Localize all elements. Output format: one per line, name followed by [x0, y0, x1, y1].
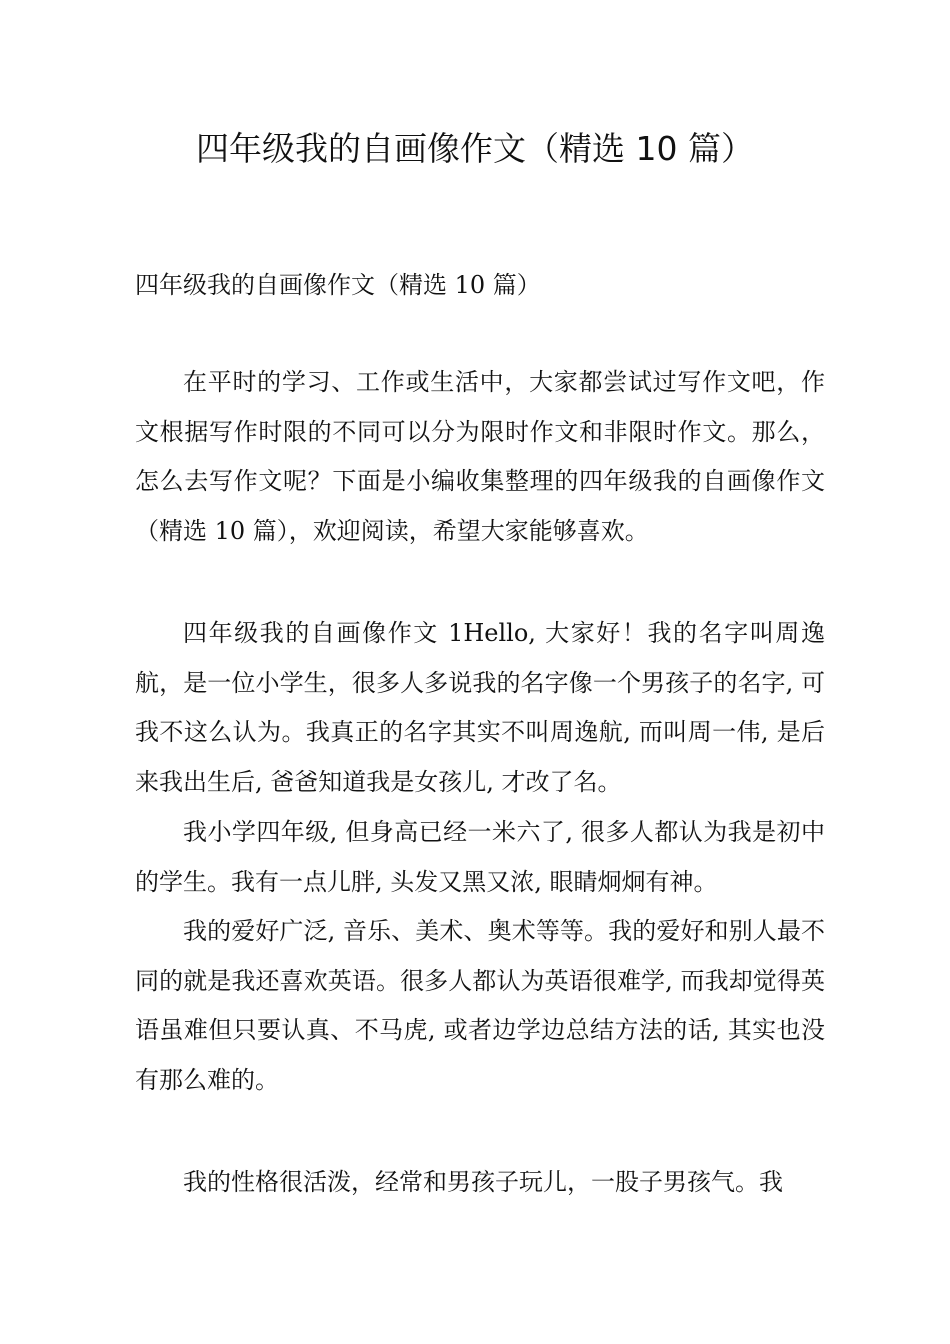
paragraph-essay-1-hobbies: 我的爱好广泛, 音乐、美术、奥术等等。我的爱好和别人最不同的就是我还喜欢英语。很多人都认为英语很难学, 而我却觉得英语虽难但只要认真、不马虎, 或者边学边总结方法的话, 其实也没有那么难的。: [135, 917, 825, 1094]
paragraph-essay-1-personality: 我的性格很活泼，经常和男孩子玩儿，一股子男孩气。我: [183, 1168, 783, 1196]
document-title: 四年级我的自画像作文（精选 10 篇）: [196, 129, 754, 168]
paragraph-intro: 在平时的学习、工作或生活中，大家都尝试过写作文吧，作文根据写作时限的不同可以分为限时作文和非限时作文。那么，怎么去写作文呢？下面是小编收集整理的四年级我的自画像作文（精选 10 篇），欢迎阅读，希望大家能够喜欢。: [135, 368, 825, 545]
document-subtitle: 四年级我的自画像作文（精选 10 篇）: [135, 271, 541, 299]
paragraph-essay-1-appearance: 我小学四年级, 但身高已经一米六了, 很多人都认为我是初中的学生。我有一点儿胖, 头发又黑又浓, 眼睛炯炯有神。: [135, 818, 825, 896]
paragraph-essay-1-name: 四年级我的自画像作文 1Hello, 大家好！我的名字叫周逸航，是一位小学生，很多人多说我的名字像一个男孩子的名字, 可我不这么认为。我真正的名字其实不叫周逸航, 而叫周一伟, 是后来我出生后, 爸爸知道我是女孩儿, 才改了名。: [135, 619, 825, 796]
